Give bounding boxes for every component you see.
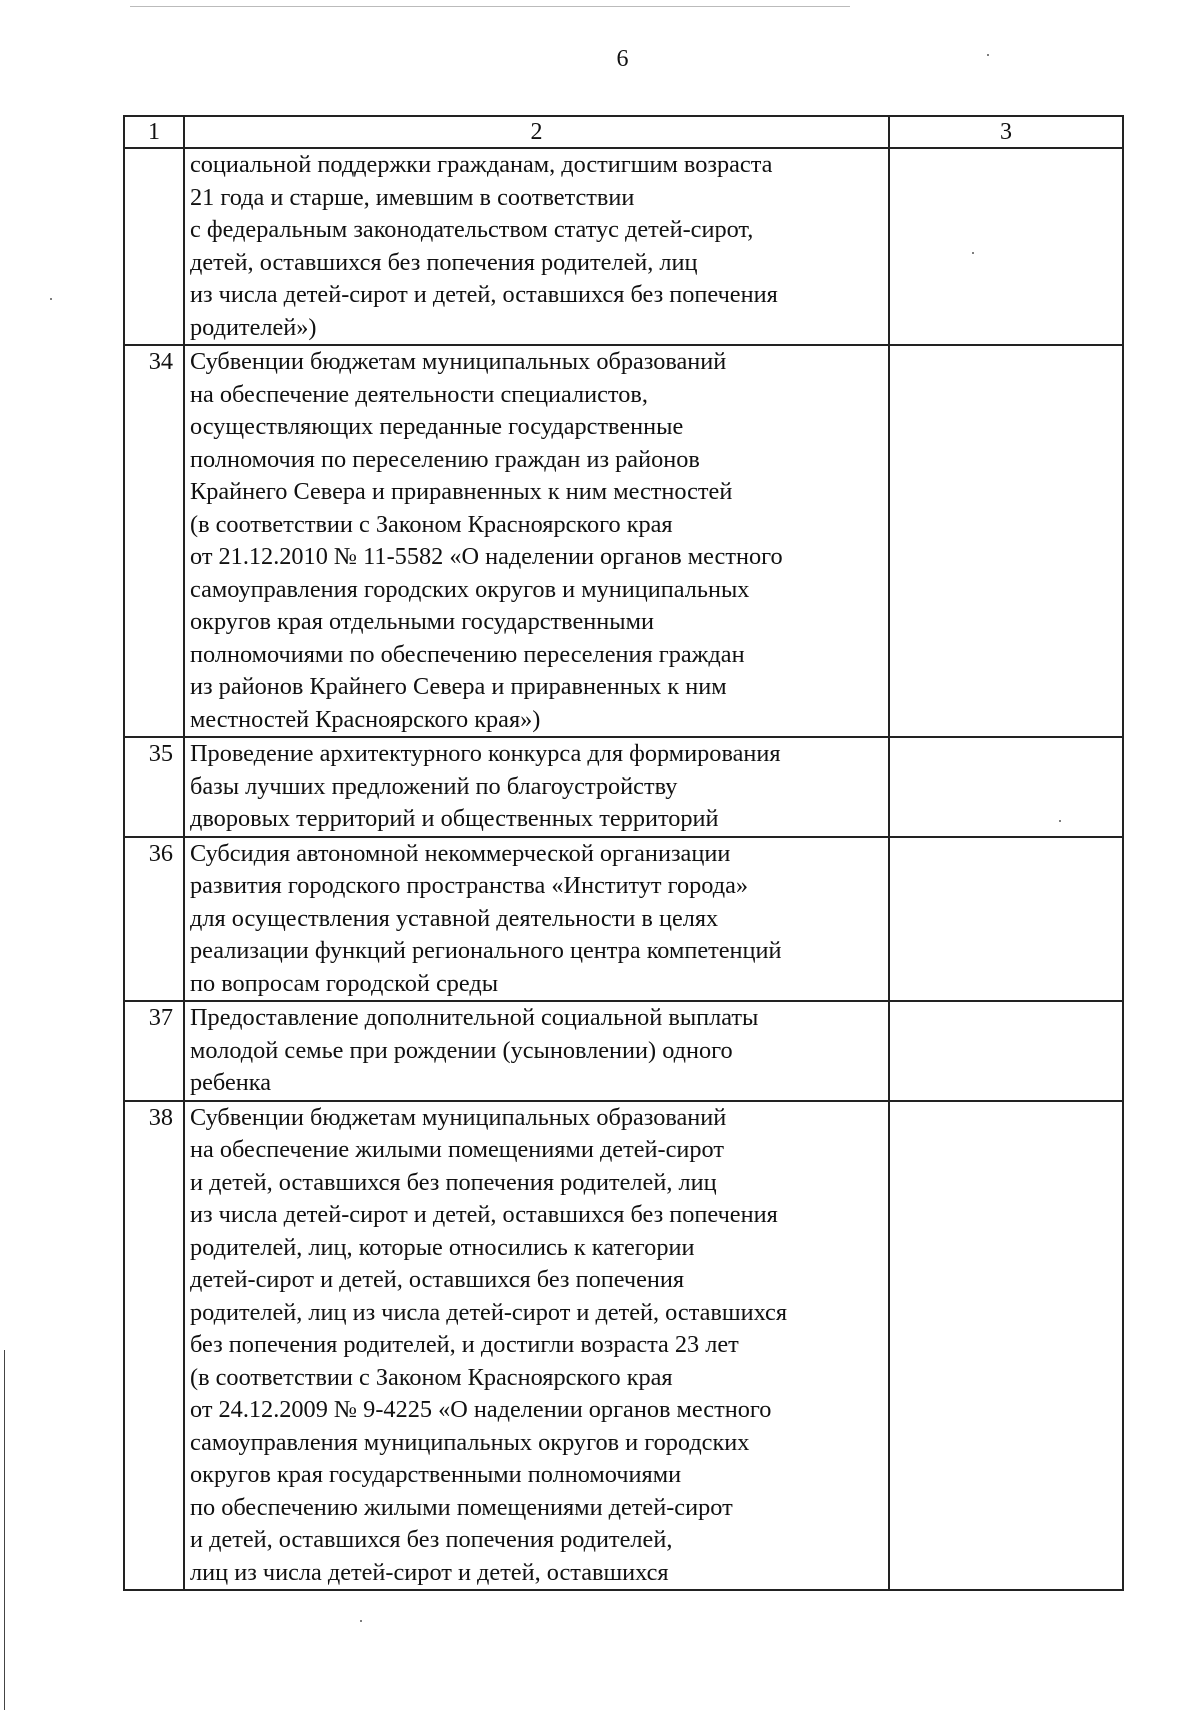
table-row (124, 345, 1123, 737)
scan-speck (987, 54, 989, 56)
scan-speck (50, 298, 52, 300)
row-number: 34 (124, 345, 184, 737)
table-row (124, 148, 1123, 345)
scan-speck (972, 252, 974, 254)
row-text: Субвенции бюджетам муниципальных образований на обеспечение жилыми помещениями детей-сирот и детей, оставшихся без попечения родителей, лиц из числа детей-сирот и детей, оставшихся без попечения родителей, лиц, которые относились к категории детей-сирот и детей, оставшихся без попечения родителей, лиц из числа детей-сирот и детей, оставшихся без попечения родителей, и достигли возраста 23 лет (в соответствии с Законом Красноярского края от 24.12.2009 № 9-4225 «О наделении органов местного самоуправления муниципальных округов и городских округов края государственными полномочиями по обеспечению жилыми помещениями детей-сирот и детей, оставшихся без попечения родителей, лиц из числа детей-сирот и детей, оставшихся (184, 1101, 889, 1591)
header-col-3: 3 (889, 116, 1123, 148)
page-number: 6 (616, 46, 629, 72)
table-row (124, 837, 1123, 1002)
row-col3 (889, 345, 1123, 737)
row-col3 (889, 1101, 1123, 1591)
row-col3 (889, 737, 1123, 837)
table-header-row (124, 116, 1123, 148)
scan-artifact-top-line (130, 6, 850, 7)
row-text: Проведение архитектурного конкурса для формирования базы лучших предложений по благоустройству дворовых территорий и общественных территорий (184, 737, 889, 837)
row-text: Предоставление дополнительной социальной выплаты молодой семье при рождении (усыновлении) одного ребенка (184, 1001, 889, 1101)
header-col-1: 1 (124, 116, 184, 148)
row-col3 (889, 1001, 1123, 1101)
header-col-2: 2 (184, 116, 889, 148)
table-row (124, 1001, 1123, 1101)
row-col3 (889, 148, 1123, 345)
row-text: Субсидия автономной некоммерческой организации развития городского пространства «Институт города» для осуществления уставной деятельности в целях реализации функций регионального центра компетенций по вопросам городской среды (184, 837, 889, 1002)
row-number: 36 (124, 837, 184, 1002)
scan-speck (360, 1620, 362, 1622)
row-text: социальной поддержки гражданам, достигшим возраста 21 года и старше, имевшим в соответствии с федеральным законодательством статус детей-сирот, детей, оставшихся без попечения родителей, лиц из числа детей-сирот и детей, оставшихся без попечения родителей») (184, 148, 889, 345)
row-number: 35 (124, 737, 184, 837)
scan-artifact-left-edge (4, 1350, 5, 1710)
document-table (123, 115, 1124, 1591)
row-number (124, 148, 184, 345)
scan-speck (1059, 820, 1061, 822)
table-row (124, 737, 1123, 837)
row-col3 (889, 837, 1123, 1002)
row-number: 37 (124, 1001, 184, 1101)
row-text: Субвенции бюджетам муниципальных образований на обеспечение деятельности специалистов, осуществляющих переданные государственные полномочия по переселению граждан из районов Крайнего Севера и приравненных к ним местностей (в соответствии с Законом Красноярского края от 21.12.2010 № 11-5582 «О наделении органов местного самоуправления городских округов и муниципальных округов края отдельными государственными полномочиями по обеспечению переселения граждан из районов Крайнего Севера и приравненных к ним местностей Красноярского края») (184, 345, 889, 737)
table-row (124, 1101, 1123, 1591)
row-number: 38 (124, 1101, 184, 1591)
